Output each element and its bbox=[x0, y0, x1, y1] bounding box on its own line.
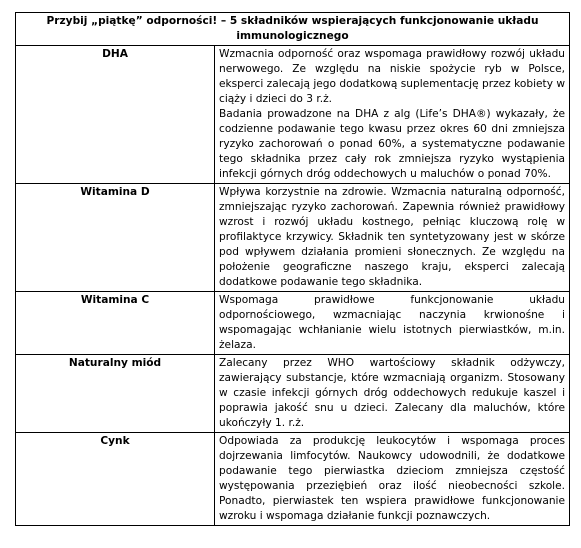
ingredient-description bbox=[215, 355, 570, 433]
table-row bbox=[16, 433, 570, 526]
ingredient-name: Naturalny miód bbox=[16, 355, 215, 433]
description-paragraph: Wpływa korzystnie na zdrowie. Wzmacnia naturalną odporność, zmniejszając ryzyko zachorowań. Zapewnia również prawidłowy wzrost i rozwój układu kostnego, pełniąc kluczową rolę w profilaktyce krzywicy. Składnik ten syntetyzowany jest w skórze pod wpływem działania promieni słonecznych. Ze względu na położenie geograficzne naszego kraju, eksperci zalecają dodatkowe podawanie tego składnika. bbox=[219, 186, 566, 288]
table-row bbox=[16, 292, 570, 355]
table-title: Przybij „piątkę” odporności! – 5 składników wspierających funkcjonowanie układu immunologicznego bbox=[16, 13, 570, 46]
ingredient-name: Witamina C bbox=[16, 292, 215, 355]
description-paragraph: Badania prowadzone na DHA z alg (Life’s DHA®) wykazały, że codzienne podawanie tego kwasu przez okres 60 dni zmniejsza ryzyko zachorowań o ponad 60%, a systematyczne podawanie tego składnika przez cały rok zmniejsza ryzyko wystąpienia infekcji górnych dróg oddechowych u maluchów o ponad 70%. bbox=[219, 108, 566, 180]
ingredient-name: Witamina D bbox=[16, 184, 215, 292]
document-container bbox=[15, 12, 569, 526]
ingredient-description bbox=[215, 46, 570, 184]
description-paragraph: Odpowiada za produkcję leukocytów i wspomaga proces dojrzewania limfocytów. Naukowcy udowodnili, że dodatkowe podawanie tego pierwiastka dzieciom zmniejsza częstość występowania przeziębień oraz ilość nieobecności szkole. Ponadto, pierwiastek ten wspiera prawidłowe funkcjonowanie wzroku i wspomaga działanie funkcji poznawczych. bbox=[219, 435, 566, 522]
table-row bbox=[16, 355, 570, 433]
ingredient-description bbox=[215, 433, 570, 526]
ingredient-name: Cynk bbox=[16, 433, 215, 526]
ingredient-description bbox=[215, 292, 570, 355]
description-paragraph: Zalecany przez WHO wartościowy składnik odżywczy, zawierający substancje, które wzmacniają organizm. Stosowany w czasie infekcji górnych dróg oddechowych redukuje kaszel i poprawia jakość snu u dzieci. Zalecany dla maluchów, które ukończyły 1. r.ż. bbox=[219, 357, 566, 429]
table-row bbox=[16, 184, 570, 292]
description-paragraph: Wspomaga prawidłowe funkcjonowanie układu odpornościowego, wzmacniając naczynia krwionośne i wspomagając wchłanianie wielu istotnych pierwiastków, m.in. żelaza. bbox=[219, 294, 566, 351]
ingredient-description bbox=[215, 184, 570, 292]
table-row bbox=[16, 46, 570, 184]
ingredient-name: DHA bbox=[16, 46, 215, 184]
table-header-row bbox=[16, 13, 570, 46]
ingredients-table bbox=[15, 12, 570, 526]
description-paragraph: Wzmacnia odporność oraz wspomaga prawidłowy rozwój układu nerwowego. Ze względu na niskie spożycie ryb w Polsce, eksperci zalecają jego dodatkową suplementację przez kobiety w ciąży i dzieci do 3 r.ż. bbox=[219, 48, 566, 105]
